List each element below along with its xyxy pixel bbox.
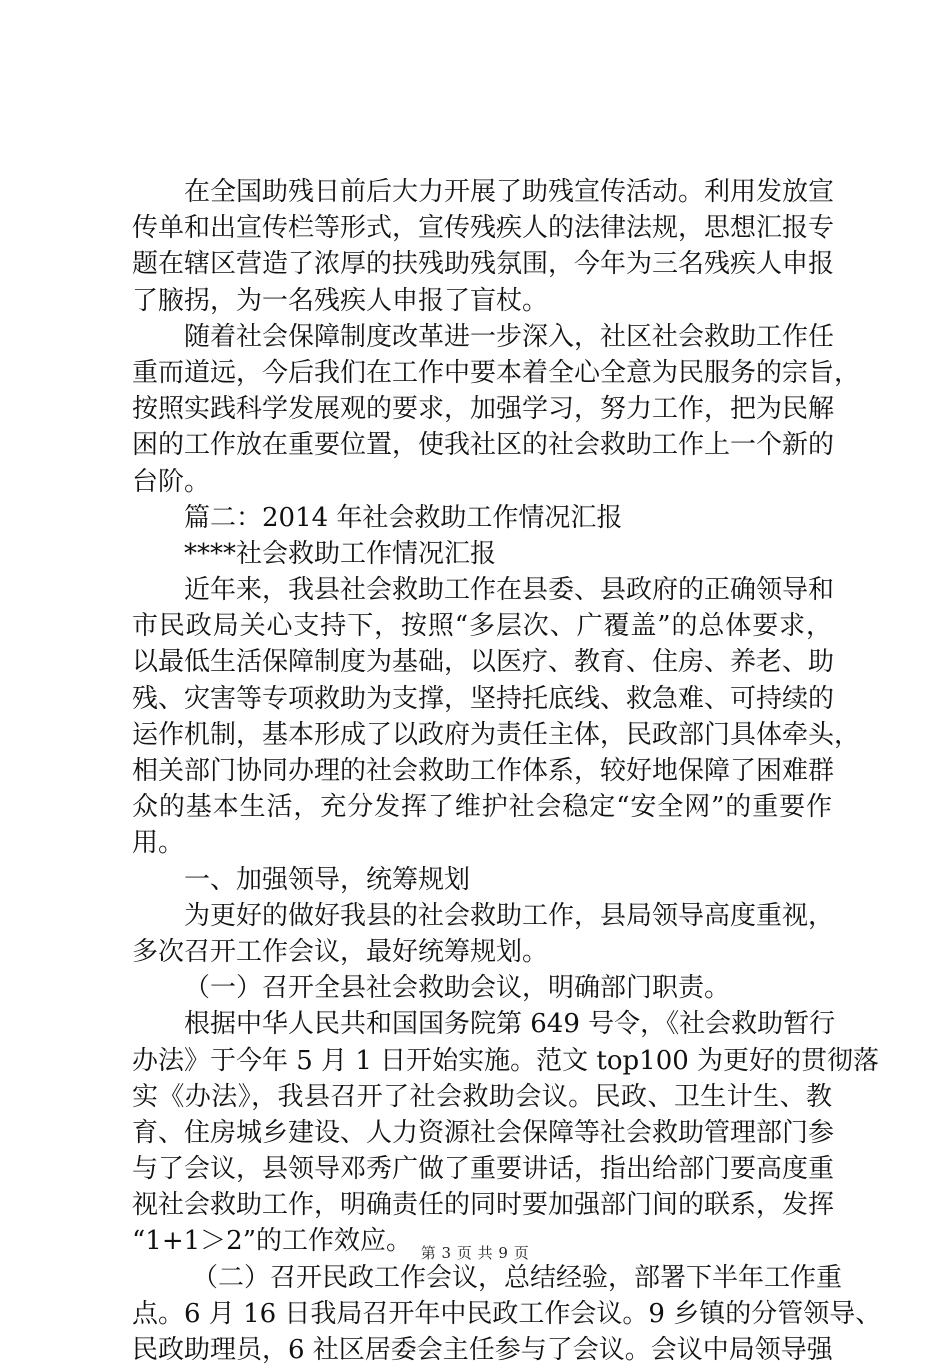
text-line: 实《办法》，我县召开了社会救助会议。民政、卫生计生、教 [132,1081,832,1112]
text-line: 育、住房城乡建设、人力资源社会保障等社会救助管理部门参 [132,1117,835,1148]
text-line: 根据中华人民共和国国务院第 649 号令，《社会救助暂行 [184,1009,836,1040]
text-line: 视社会救助工作，明确责任的同时要加强部门间的联系，发挥 [132,1190,835,1221]
text-line: 与了会议，县领导邓秀广做了重要讲话，指出给部门要高度重 [132,1154,835,1185]
text-line: 台阶。 [132,466,211,497]
text-line: （一）召开全县社会救助会议，明确部门职责。 [184,973,731,1004]
text-line: 题在辖区营造了浓厚的扶残助残氛围，今年为三名残疾人申报 [132,249,835,280]
text-line: 传单和出宣传栏等形式，宣传残疾人的法律法规，思想汇报专 [132,213,835,244]
text-line: 相关部门协同办理的社会救助工作体系，较好地保障了困难群 [132,756,835,786]
text-line: 按照实践科学发展观的要求，加强学习，努力工作，把为民解 [132,394,835,425]
text-line: 困的工作放在重要位置，使我社区的社会救助工作上一个新的 [132,430,835,461]
document-body [132,174,882,1368]
text-line: 残、灾害等专项救助为支撑，坚持托底线、救急难、可持续的 [132,683,835,714]
text-line: 众的基本生活，充分发挥了维护社会稳定“安全网”的重要作 [132,792,832,823]
text-line: 点。6 月 16 日我局召开年中民政工作会议。9 乡镇的分管领导、 [132,1298,882,1329]
text-line: 办法》于今年 5 月 1 日开始实施。范文 top100 为更好的贯彻落 [132,1045,880,1076]
text-line: （二）召开民政工作会议，总结经验，部署下半年工作重 [192,1262,843,1293]
text-line: 重而道远，今后我们在工作中要本着全心全意为民服务的宗旨， [132,357,861,388]
text-line: “1+1＞2”的工作效应。 [132,1226,412,1257]
text-line: ****社会救助工作情况汇报 [184,538,497,569]
text-line: 运作机制，基本形成了以政府为责任主体，民政部门具体牵头， [132,719,861,750]
text-line: 在全国助残日前后大力开展了助残宣传活动。利用发放宣 [184,177,835,207]
text-line: 民政助理员，6 社区居委会主任参与了会议。会议中局领导强 [132,1335,833,1365]
text-line: 近年来，我县社会救助工作在县委、县政府的正确领导和 [184,575,835,606]
text-line: 随着社会保障制度改革进一步深入，社区社会救助工作任 [184,321,835,352]
text-line: 了腋拐，为一名残疾人申报了盲杖。 [132,285,549,316]
text-line: 一、加强领导，统筹规划 [184,864,471,895]
text-line: 以最低生活保障制度为基础，以医疗、教育、住房、养老、助 [132,647,835,678]
text-line: 市民政局关心支持下，按照“多层次、广覆盖”的总体要求， [132,611,832,642]
text-line: 为更好的做好我县的社会救助工作，县局领导高度重视， [184,900,835,931]
text-line: 篇二：2014 年社会救助工作情况汇报 [184,502,623,533]
text-line: 用。 [132,828,185,859]
text-line: 多次召开工作会议，最好统筹规划。 [132,936,549,967]
page-footer: 第 3 页 共 9 页 [420,1244,530,1262]
